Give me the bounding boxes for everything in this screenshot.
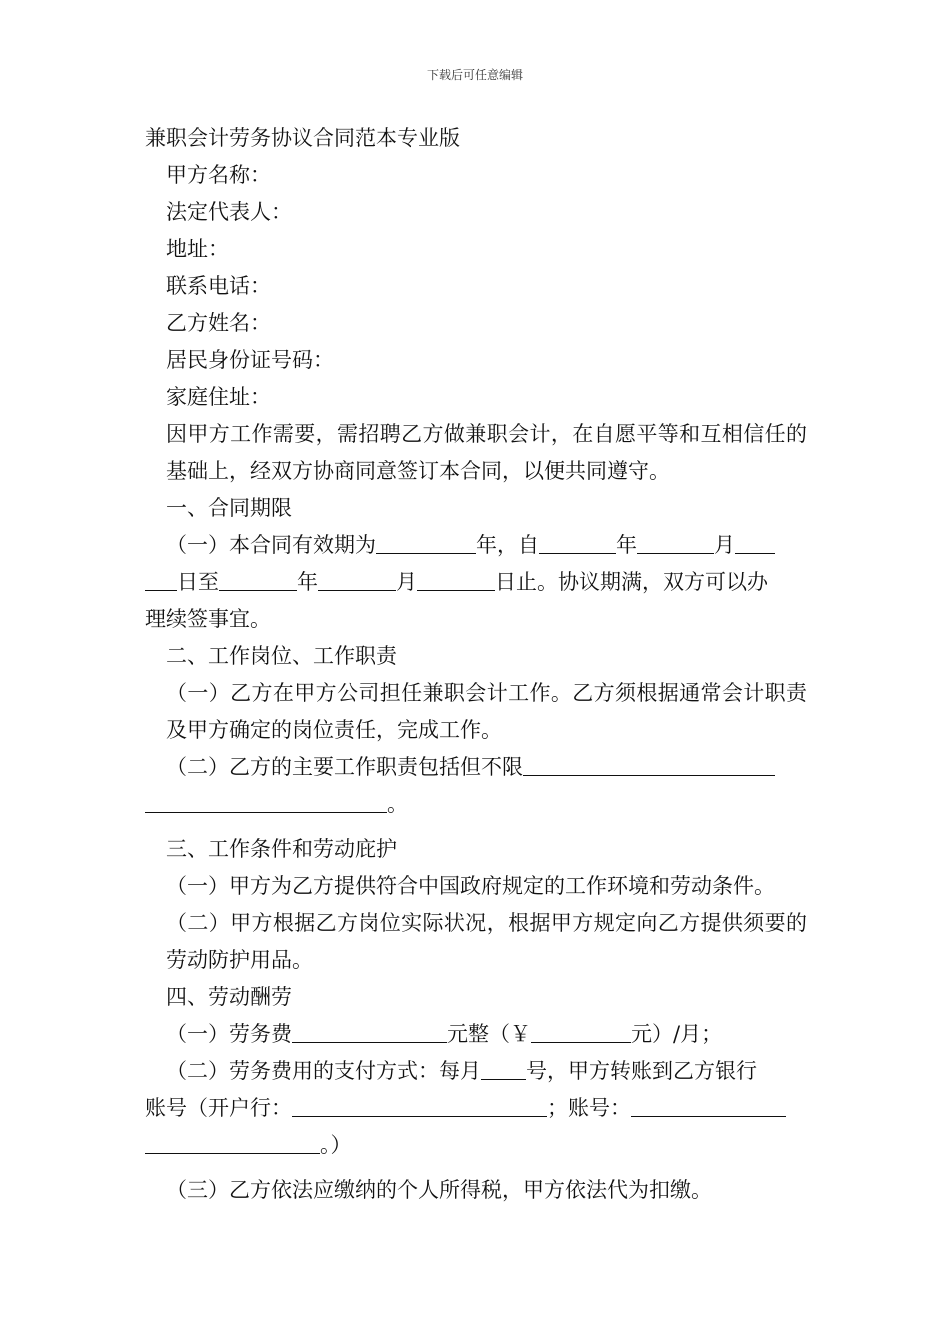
section-3-heading: 三、工作条件和劳动庇护 [166, 837, 397, 861]
end-day-blank[interactable] [417, 568, 495, 591]
s1-text-g: 月 [396, 570, 417, 594]
start-year-blank[interactable] [539, 531, 616, 554]
fee-amount-number-blank[interactable] [531, 1020, 631, 1043]
section-4-item-1 [145, 1016, 807, 1053]
intro-paragraph: 因甲方工作需要，需招聘乙方做兼职会计，在自愿平等和互相信任的基础上，经双方协商同意签订本合同，以便共同遵守。 [166, 422, 807, 483]
section-1-item-1-line-1 [145, 527, 807, 564]
end-month-blank[interactable] [318, 568, 396, 591]
section-1-item-1-line-2 [145, 564, 807, 601]
section-4-item-2-line-1 [145, 1053, 807, 1090]
section-4-item-2-line-2 [145, 1090, 807, 1127]
s2-text-b: 。 [387, 792, 408, 816]
duties-blank-part1[interactable] [523, 753, 775, 776]
section-4-item-2-line-3 [145, 1127, 807, 1164]
section-3-item-1: （一）甲方为乙方提供符合中国政府规定的工作环境和劳动条件。 [166, 874, 775, 898]
payment-day-blank[interactable] [481, 1057, 526, 1080]
start-day-blank-part1[interactable] [735, 531, 775, 554]
header-note: 下载后可任意编辑 [426, 68, 523, 82]
start-month-blank[interactable] [637, 531, 714, 554]
fee-amount-words-blank[interactable] [292, 1020, 447, 1043]
section-2-item-1: （一）乙方在甲方公司担任兼职会计工作。乙方须根据通常会计职责及甲方确定的岗位责任，完成工作。 [166, 681, 807, 742]
field-legal-representative: 法定代表人： [166, 200, 292, 224]
contract-body [145, 120, 807, 1209]
bank-name-blank[interactable] [292, 1094, 547, 1117]
s1-text-h: 日止。协议期满，双方可以办 [495, 570, 768, 594]
field-party-a-name: 甲方名称： [166, 163, 271, 187]
document-title: 兼职会计劳务协议合同范本专业版 [145, 126, 460, 150]
section-2-item-2-line-1 [145, 749, 807, 786]
s1-text-e: 日至 [177, 570, 219, 594]
s1-text-f: 年 [297, 570, 318, 594]
s1-text-b: 年，自 [476, 533, 539, 557]
section-1-item-1-line-3: 理续签事宜。 [145, 607, 271, 631]
s4-2-text-a: （二）劳务费用的支付方式：每月 [166, 1059, 481, 1083]
field-home-address: 家庭住址： [166, 385, 271, 409]
section-3-item-2: （二）甲方根据乙方岗位实际状况，根据甲方规定向乙方提供须要的劳动防护用品。 [166, 911, 807, 972]
s4-1-text-a: （一）劳务费 [166, 1022, 292, 1046]
account-number-blank-part1[interactable] [631, 1094, 786, 1117]
s1-text-d: 月 [714, 533, 735, 557]
s1-text-c: 年 [616, 533, 637, 557]
s4-2-text-c: 账号（开户行： [145, 1096, 292, 1120]
field-phone: 联系电话： [166, 274, 271, 298]
s4-2-text-e: 。） [320, 1133, 352, 1157]
section-2-item-2-line-2 [145, 786, 807, 823]
field-party-b-name: 乙方姓名： [166, 311, 271, 335]
contract-term-blank[interactable] [376, 531, 476, 554]
s4-2-text-d: ；账号： [547, 1096, 631, 1120]
section-4-heading: 四、劳动酬劳 [166, 985, 292, 1009]
section-2-heading: 二、工作岗位、工作职责 [166, 644, 397, 668]
duties-blank-part2[interactable] [145, 790, 387, 813]
s1-text-a: （一）本合同有效期为 [166, 533, 376, 557]
s4-2-text-b: 号，甲方转账到乙方银行 [526, 1059, 757, 1083]
s2-text-a: （二）乙方的主要工作职责包括但不限 [166, 755, 523, 779]
s4-1-text-c: 元）/月； [631, 1022, 723, 1046]
account-number-blank-part2[interactable] [145, 1131, 320, 1154]
field-id-number: 居民身份证号码： [166, 348, 334, 372]
field-address: 地址： [166, 237, 229, 261]
s4-1-text-b: 元整（￥ [447, 1022, 531, 1046]
section-4-item-3: （三）乙方依法应缴纳的个人所得税，甲方依法代为扣缴。 [166, 1178, 712, 1202]
section-1-heading: 一、合同期限 [166, 496, 292, 520]
start-day-blank-part2[interactable] [145, 568, 177, 591]
end-year-blank[interactable] [219, 568, 297, 591]
